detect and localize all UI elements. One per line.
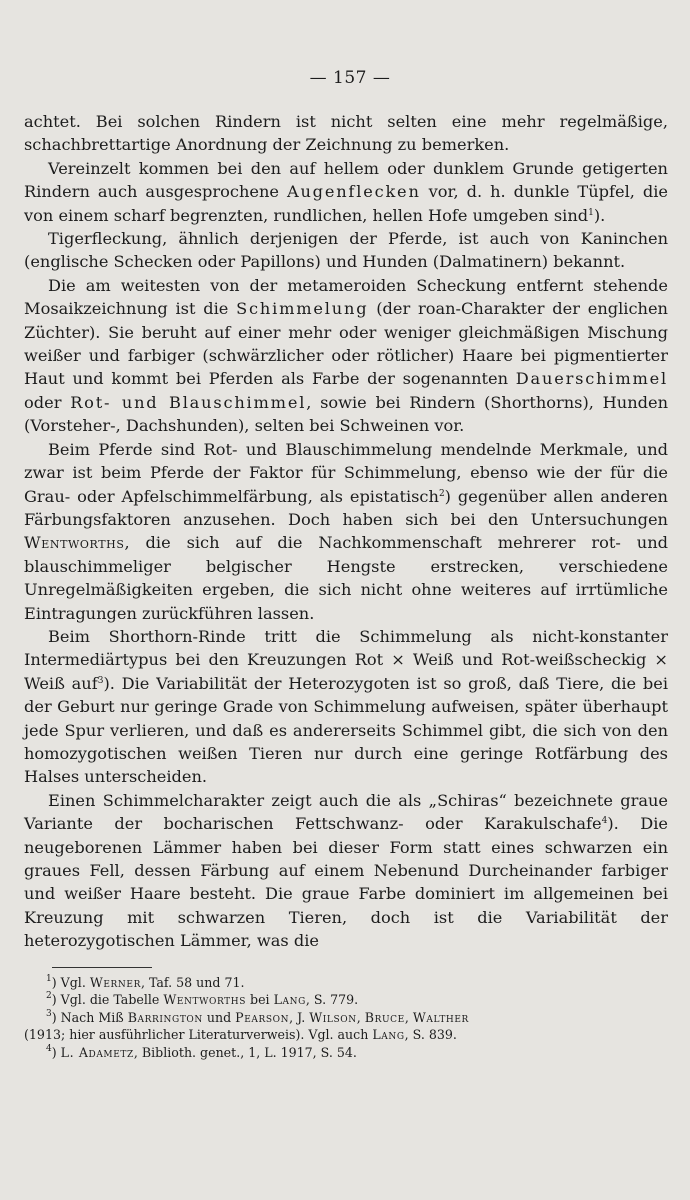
author-name: Pearson (235, 1009, 290, 1025)
footnote-divider (52, 967, 152, 968)
text-run: , Biblioth. genet., 1, L. 1917, S. 54. (133, 1044, 357, 1060)
text-run: , S. 839. (404, 1027, 457, 1043)
footnote (24, 1026, 668, 1044)
text-run: oder (24, 392, 71, 412)
text-run: ) (51, 1044, 61, 1060)
text-run: , (404, 1009, 413, 1025)
paragraph (24, 110, 668, 157)
footnote (24, 1009, 668, 1027)
text-run: ). Die Variabilität der Heterozygoten ist so groß, daß Tiere, die bei der Geburt nur geringe Grade von Schimmelung aufweisen, später überhaupt jede Spur verlieren, und daß es andererseits Schimmel gibt, die sich von den homozygotischen weißen Tieren nur durch eine geringe Rotfärbung des Halses unterscheiden. (24, 673, 668, 787)
text-run: vor, d. h. dunkle Tüpfel, die von einem scharf begrenzten, rundlichen, hellen Hofe umgeben sind (24, 182, 668, 225)
text-run: ). (593, 205, 606, 225)
text-run: (der roan-Charakter der englichen Züchter). Sie beruht auf einer mehr oder weniger gleichmäßigen Mischung weißer und farbiger (schwärzlicher oder rötlicher) Haare bei pigmentierter Haut und kommt bei Pferden als Farbe der sogenannten (24, 299, 668, 389)
author-name: Bruce (364, 1009, 405, 1025)
paragraph (24, 438, 668, 625)
text-run: Vereinzelt kommen bei den auf hellem oder dunklem Grunde getigerten Rindern auch ausgesprochene (24, 158, 668, 202)
footnote-marker: 1 (588, 207, 594, 218)
page-number: — 157 — (309, 68, 391, 88)
body-text (24, 110, 668, 953)
text-run: , (356, 1009, 365, 1025)
text-run: achtet. Bei solchen Rindern ist nicht selten eine mehr regelmäßige, schachbrettartige Anordnung der Zeichnung zu bemerken. (24, 112, 668, 155)
text-run: , Taf. 58 und 71. (140, 974, 245, 990)
footnotes (24, 974, 668, 1062)
paragraph (24, 227, 668, 274)
paragraph (24, 157, 668, 227)
text-run: ) Vgl. (51, 974, 90, 990)
text-run: ) Nach Miß (51, 1009, 128, 1025)
author-name: Lang (372, 1027, 405, 1043)
text-run: , J. (289, 1009, 310, 1025)
author-name: Wilson (309, 1009, 357, 1025)
footnote-marker: 4 (46, 1043, 52, 1054)
footnote-marker: 2 (46, 991, 52, 1002)
text-run: ). Die neugeborenen Lämmer haben bei dieser Form statt eines schwarzen ein graues Fell, dessen Färbung auf einem Nebenund Durcheinander farbiger und weißer Haare besteht. Die graue Farbe dominiert im allgemeinen bei Kreuzung mit schwarzen Tieren, doch ist die Variabilität der heterozygotischen Lämmer, was die (24, 814, 668, 951)
author-name: Walther (412, 1009, 469, 1025)
emphasized-term: Dauerschimmel (515, 369, 668, 389)
text-run: (1913; hier ausführlicher Literaturverweis). Vgl. auch (24, 1027, 373, 1043)
text-run: und (202, 1009, 236, 1025)
text-run: bei (246, 992, 274, 1008)
text-run: ) gegenüber allen anderen Färbungsfaktoren anzusehen. Doch haben sich bei den Untersuchungen (24, 486, 668, 529)
text-run: , die sich auf die Nachkommenschaft mehrerer rot- und blauschimmeliger belgischer Hengste erstrecken, verschiedene Unregelmäßigkeiten ergeben, die sich nicht ohne weiteres auf irrtümliche Eintragungen zurückführen lassen. (24, 533, 668, 623)
author-name: Wentworths (163, 992, 246, 1008)
text-run: Beim Pferde sind Rot- und Blauschimmelung mendelnde Merkmale, und zwar ist beim Pferde der Faktor für Schimmelung, ebenso wie der für die Grau- oder Apfelschimmelfärbung, als epistatisch (24, 439, 668, 506)
text-run: Beim Shorthorn-Rinde tritt die Schimmelung als nicht-konstanter Intermediärtypus bei den Kreuzungen Rot × Weiß und Rot-weißscheckig × Weiß auf (24, 626, 668, 693)
paragraph (24, 274, 668, 438)
footnote-marker: 4 (601, 816, 608, 827)
footnote-marker: 3 (97, 675, 104, 686)
footnote (24, 1044, 668, 1062)
footnote-marker: 2 (438, 488, 445, 499)
text-run: , sowie bei Rindern (Shorthorns), Hunden (Vorsteher-, Dachshunden), selten bei Schweinen vor. (24, 392, 669, 436)
author-name: Barrington (127, 1009, 203, 1025)
paragraph (24, 789, 668, 953)
author-name: Werner (89, 974, 141, 990)
footnote (24, 974, 668, 992)
footnote-marker: 1 (46, 973, 52, 984)
author-name: L. Adametz (60, 1044, 134, 1060)
paragraph (24, 625, 668, 789)
footnote-marker: 3 (46, 1008, 52, 1019)
author-name: Lang (273, 992, 306, 1008)
emphasized-term: Schimmelung (236, 299, 369, 319)
text-run: ) Vgl. die Tabelle (51, 992, 164, 1008)
emphasized-term: Rot- und Blauschimmel (70, 392, 307, 412)
emphasized-term: Augenflecken (286, 182, 421, 202)
text-run: Einen Schimmelcharakter zeigt auch die als „Schiras“ bezeichnete graue Variante der bocharischen Fettschwanz- oder Karakulschafe (24, 790, 668, 834)
text-run: Die am weitesten von der metameroiden Scheckung entfernt stehende Mosaikzeichnung ist die (24, 275, 668, 319)
author-name: Wentworths (24, 533, 125, 553)
text-run: Tigerfleckung, ähnlich derjenigen der Pferde, ist auch von Kaninchen (englische Schecken oder Papillons) und Hunden (Dalmatinern) bekannt. (24, 229, 668, 272)
text-run: , S. 779. (305, 992, 359, 1008)
footnote (24, 991, 668, 1009)
